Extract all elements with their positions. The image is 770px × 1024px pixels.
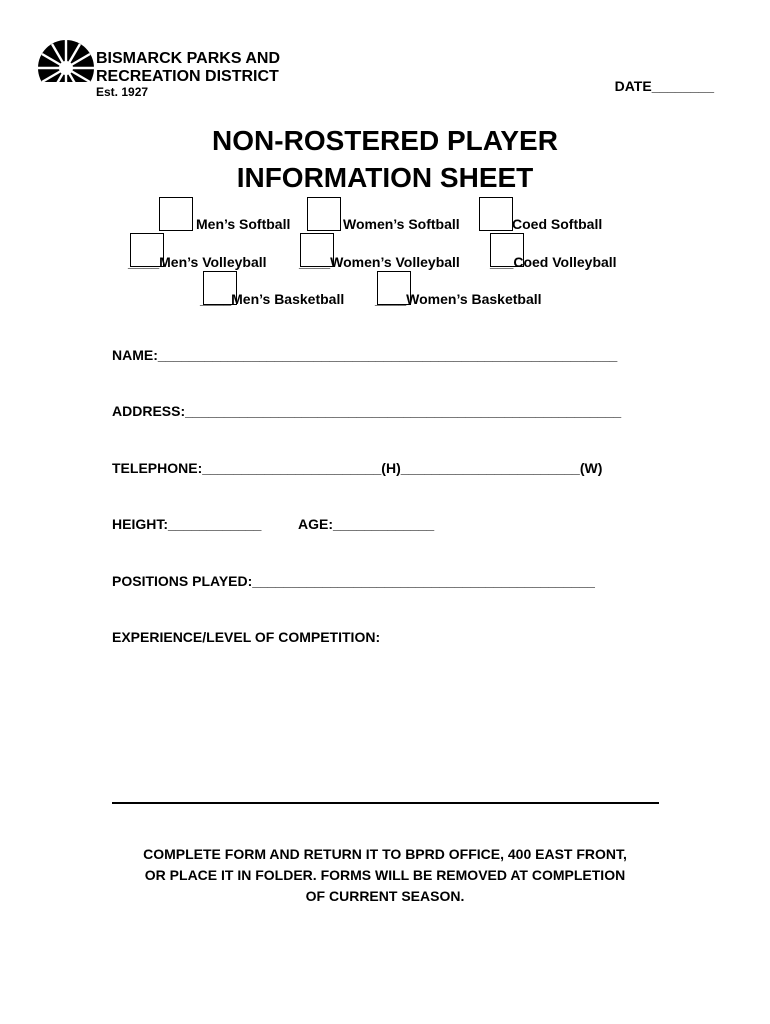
sun-logo-icon [36,38,96,98]
coed-softball-label: Coed Softball [512,216,603,232]
coed-softball-checkbox[interactable] [479,197,513,231]
experience-field[interactable]: EXPERIENCE/LEVEL OF COMPETITION: [112,629,381,645]
mens-basketball-label: ____Men’s Basketball [200,291,345,307]
org-name-line1: BISMARCK PARKS AND [96,50,280,67]
womens-softball-checkbox[interactable] [307,197,341,231]
date-field[interactable]: DATE________ [614,78,714,94]
org-name-line2: RECREATION DISTRICT [96,68,279,85]
title-line1: NON-ROSTERED PLAYER [212,125,558,156]
name-field[interactable]: NAME:___________________________________________________________ [112,347,618,363]
page-title [0,122,770,196]
positions-played-field[interactable]: POSITIONS PLAYED:____________________________________________ [112,573,595,589]
womens-volleyball-label: ____Women’s Volleyball [299,254,460,270]
address-field[interactable]: ADDRESS:________________________________________________________ [112,403,622,419]
womens-softball-label: Women’s Softball [343,216,460,232]
telephone-field[interactable]: TELEPHONE:_______________________(H)_______________________(W) [112,460,603,476]
footer-instructions [100,844,670,907]
mens-volleyball-label: ____Men’s Volleyball [128,254,267,270]
bprd-logo [36,38,306,102]
established-year: Est. 1927 [96,85,149,99]
org-name [96,50,280,86]
age-field[interactable]: AGE:_____________ [298,516,435,532]
mens-softball-checkbox[interactable] [159,197,193,231]
mens-softball-label: Men’s Softball [196,216,291,232]
experience-answer-line [112,802,659,804]
footer-line1: COMPLETE FORM AND RETURN IT TO BPRD OFFICE, 400 EAST FRONT, [143,846,627,862]
footer-line2: OR PLACE IT IN FOLDER. FORMS WILL BE REMOVED AT COMPLETION [144,867,626,883]
womens-basketball-label: ____Women’s Basketball [375,291,542,307]
title-line2: INFORMATION SHEET [236,162,534,193]
coed-volleyball-label: ___Coed Volleyball [490,254,617,270]
footer-line3: OF CURRENT SEASON. [305,888,465,904]
height-field[interactable]: HEIGHT:____________ [112,516,262,532]
